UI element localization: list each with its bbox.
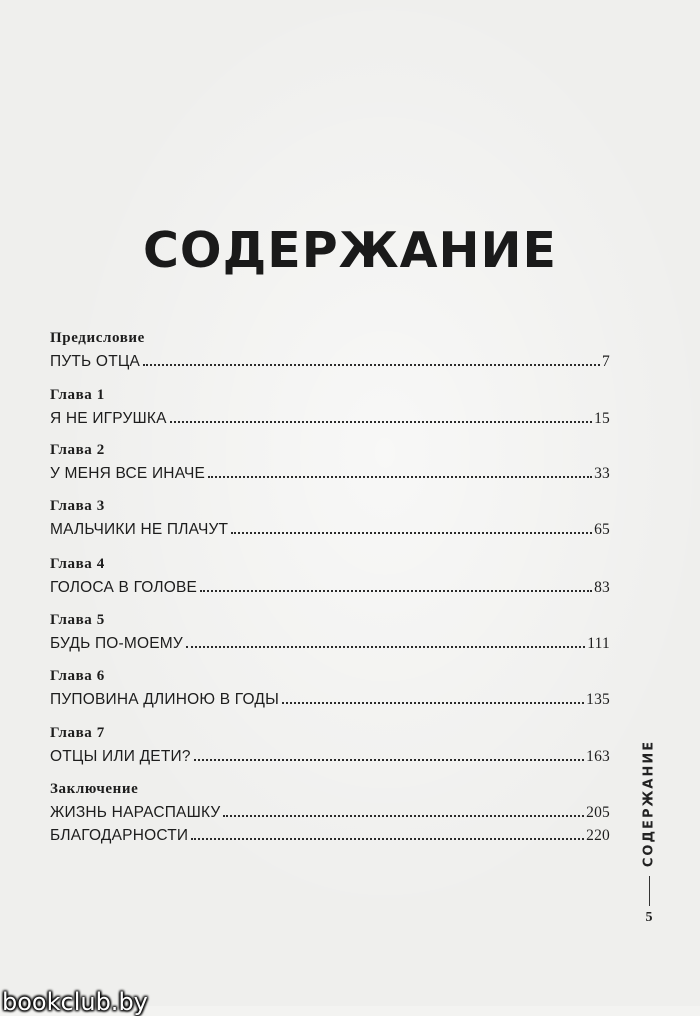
dot-leader bbox=[143, 364, 600, 366]
toc-entry-label: Глава 6 bbox=[50, 668, 105, 684]
toc-entry-line bbox=[50, 521, 610, 539]
toc-entry-line bbox=[50, 579, 610, 597]
watermark: bookclub.by bbox=[2, 988, 148, 1016]
toc-entry-line bbox=[50, 827, 610, 845]
toc-entry-line bbox=[50, 410, 610, 428]
toc-entry-line bbox=[50, 748, 610, 766]
toc-entry-page: 205 bbox=[586, 804, 610, 821]
toc-entry-page: 163 bbox=[586, 748, 610, 765]
toc-entry-page: 7 bbox=[602, 353, 610, 370]
toc-entry-title: У МЕНЯ ВСЕ ИНАЧЕ bbox=[50, 465, 206, 482]
toc-entry-label: Глава 2 bbox=[50, 442, 105, 458]
toc-entry-conclusion bbox=[50, 781, 610, 822]
toc-entry-line bbox=[50, 691, 610, 709]
dot-leader bbox=[194, 759, 584, 761]
dot-leader bbox=[208, 476, 592, 478]
toc-entry-title: Я НЕ ИГРУШКА bbox=[50, 410, 167, 427]
toc-entry-line bbox=[50, 353, 610, 371]
toc-entry-title: БУДЬ ПО-МОЕМУ bbox=[50, 635, 183, 652]
toc-entry-chapter-3 bbox=[50, 498, 610, 539]
toc-entry-line bbox=[50, 804, 610, 822]
dot-leader bbox=[200, 590, 592, 592]
toc-entry-page: 111 bbox=[587, 635, 610, 652]
toc-entry-title: ГОЛОСА В ГОЛОВЕ bbox=[50, 579, 198, 596]
toc-entry-chapter-5 bbox=[50, 612, 610, 653]
toc-entry-line bbox=[50, 635, 610, 653]
toc-entry-label: Глава 4 bbox=[50, 556, 105, 572]
running-head-rule bbox=[649, 876, 650, 906]
page-number: 5 bbox=[645, 910, 653, 925]
toc-entry-label: Глава 3 bbox=[50, 498, 105, 514]
toc-entry-label: Глава 1 bbox=[50, 387, 105, 403]
dot-leader bbox=[191, 838, 584, 840]
toc-entry-page: 15 bbox=[594, 410, 610, 427]
toc-entry-chapter-2 bbox=[50, 442, 610, 483]
toc-entry-title: ЖИЗНЬ НАРАСПАШКУ bbox=[50, 804, 221, 821]
toc-entry-page: 33 bbox=[594, 465, 610, 482]
toc-entry-chapter-1 bbox=[50, 387, 610, 428]
page-title: СОДЕРЖАНИЕ bbox=[142, 222, 558, 279]
dot-leader bbox=[223, 815, 584, 817]
toc-entry-label: Предисловие bbox=[50, 330, 145, 346]
toc-entry-title: БЛАГОДАРНОСТИ bbox=[50, 827, 189, 844]
toc-entry-page: 220 bbox=[586, 827, 610, 844]
toc-entry-label: Глава 5 bbox=[50, 612, 105, 628]
toc-entry-label: Заключение bbox=[50, 781, 139, 797]
toc-entry-line bbox=[50, 465, 610, 483]
running-head-text: СОДЕРЖАНИЕ bbox=[641, 739, 657, 868]
toc-entry-chapter-6 bbox=[50, 668, 610, 709]
dot-leader bbox=[186, 646, 585, 648]
toc-entry-title: ОТЦЫ ИЛИ ДЕТИ? bbox=[50, 748, 191, 765]
dot-leader bbox=[282, 702, 584, 704]
toc-entry-chapter-7 bbox=[50, 725, 610, 766]
toc-entry-title: ПУТЬ ОТЦА bbox=[50, 353, 141, 370]
toc-entry-page: 135 bbox=[586, 691, 610, 708]
toc-entry-label: Глава 7 bbox=[50, 725, 105, 741]
dot-leader bbox=[231, 532, 592, 534]
toc-entry-preface bbox=[50, 330, 610, 371]
toc-entry-title: ПУПОВИНА ДЛИНОЮ В ГОДЫ bbox=[50, 691, 280, 708]
toc-entry-page: 65 bbox=[594, 521, 610, 538]
toc-entry-page: 83 bbox=[594, 579, 610, 596]
dot-leader bbox=[170, 421, 592, 423]
toc-entry-title: МАЛЬЧИКИ НЕ ПЛАЧУТ bbox=[50, 521, 229, 538]
toc-entry-acknowledgements bbox=[50, 822, 610, 845]
toc-entry-chapter-4 bbox=[50, 556, 610, 597]
